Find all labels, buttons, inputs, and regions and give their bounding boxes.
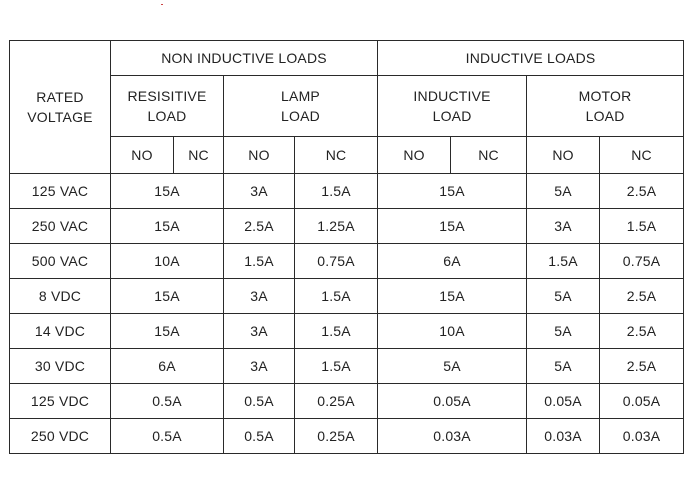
- motor-nc-cell: 0.05A: [600, 384, 684, 419]
- lamp-nc-header: NC: [295, 137, 378, 174]
- load-label: LOAD: [147, 108, 187, 124]
- voltage-cell: 500 VAC: [10, 244, 111, 279]
- inductive-cell: 5A: [378, 349, 527, 384]
- table-row: [10, 279, 684, 314]
- inductive-nc-header: NC: [451, 137, 527, 174]
- inductive-label: INDUCTIVE: [413, 88, 491, 104]
- motor-no-cell: 5A: [527, 279, 600, 314]
- header-row-3: [10, 137, 684, 174]
- motor-no-cell: 3A: [527, 209, 600, 244]
- motor-nc-cell: 2.5A: [600, 349, 684, 384]
- lamp-no-cell: 2.5A: [224, 209, 295, 244]
- resistive-cell: 0.5A: [111, 384, 224, 419]
- load-label: LOAD: [585, 108, 625, 124]
- voltage-cell: 250 VAC: [10, 209, 111, 244]
- voltage-cell: 125 VDC: [10, 384, 111, 419]
- lamp-nc-cell: 1.5A: [295, 174, 378, 209]
- inductive-cell: 10A: [378, 314, 527, 349]
- resistive-cell: 10A: [111, 244, 224, 279]
- voltage-cell: 8 VDC: [10, 279, 111, 314]
- motor-no-cell: 5A: [527, 314, 600, 349]
- lamp-load-header: [224, 76, 378, 137]
- lamp-nc-cell: 0.25A: [295, 419, 378, 454]
- lamp-no-cell: 3A: [224, 174, 295, 209]
- voltage-label: VOLTAGE: [27, 109, 93, 125]
- inductive-no-header: NO: [378, 137, 451, 174]
- motor-no-cell: 0.05A: [527, 384, 600, 419]
- resistive-cell: 6A: [111, 349, 224, 384]
- inductive-cell: 15A: [378, 209, 527, 244]
- table-row: [10, 349, 684, 384]
- resistive-cell: 15A: [111, 209, 224, 244]
- non-inductive-loads-header: NON INDUCTIVE LOADS: [111, 41, 378, 76]
- inductive-cell: 6A: [378, 244, 527, 279]
- resistive-cell: 15A: [111, 314, 224, 349]
- table-row: [10, 244, 684, 279]
- resistive-cell: 15A: [111, 174, 224, 209]
- lamp-nc-cell: 1.5A: [295, 314, 378, 349]
- lamp-nc-cell: 1.5A: [295, 279, 378, 314]
- motor-nc-cell: 0.75A: [600, 244, 684, 279]
- rated-voltage-header: [10, 41, 111, 174]
- lamp-label: LAMP: [281, 88, 320, 104]
- voltage-cell: 14 VDC: [10, 314, 111, 349]
- rated-label: RATED: [36, 89, 84, 105]
- inductive-loads-header: INDUCTIVE LOADS: [378, 41, 684, 76]
- resistive-cell: 0.5A: [111, 419, 224, 454]
- lamp-no-cell: 3A: [224, 314, 295, 349]
- inductive-cell: 15A: [378, 279, 527, 314]
- resistive-cell: 15A: [111, 279, 224, 314]
- table-row: [10, 174, 684, 209]
- header-row-1: [10, 41, 684, 76]
- table-row: [10, 314, 684, 349]
- lamp-no-cell: 3A: [224, 279, 295, 314]
- load-label: LOAD: [281, 108, 320, 124]
- voltage-cell: 250 VDC: [10, 419, 111, 454]
- resistive-no-header: NO: [111, 137, 174, 174]
- motor-nc-cell: 2.5A: [600, 314, 684, 349]
- lamp-no-cell: 0.5A: [224, 419, 295, 454]
- motor-no-cell: 1.5A: [527, 244, 600, 279]
- motor-nc-cell: 2.5A: [600, 279, 684, 314]
- inductive-cell: 0.05A: [378, 384, 527, 419]
- motor-no-cell: 5A: [527, 174, 600, 209]
- motor-nc-header: NC: [600, 137, 684, 174]
- lamp-nc-cell: 1.25A: [295, 209, 378, 244]
- motor-nc-cell: 1.5A: [600, 209, 684, 244]
- motor-label: MOTOR: [578, 88, 632, 104]
- table-row: [10, 384, 684, 419]
- inductive-cell: 15A: [378, 174, 527, 209]
- voltage-cell: 30 VDC: [10, 349, 111, 384]
- motor-no-cell: 5A: [527, 349, 600, 384]
- header-row-2: [10, 76, 684, 137]
- resistive-load-header: [111, 76, 224, 137]
- table-row: [10, 209, 684, 244]
- inductive-load-header: [378, 76, 527, 137]
- motor-no-header: NO: [527, 137, 600, 174]
- lamp-nc-cell: 0.25A: [295, 384, 378, 419]
- lamp-no-cell: 0.5A: [224, 384, 295, 419]
- lamp-no-cell: 3A: [224, 349, 295, 384]
- motor-nc-cell: 2.5A: [600, 174, 684, 209]
- motor-load-header: [527, 76, 684, 137]
- contact-ratings-table: [9, 40, 684, 454]
- resistive-label: RESISITIVE: [127, 88, 207, 104]
- lamp-no-header: NO: [224, 137, 295, 174]
- voltage-cell: 125 VAC: [10, 174, 111, 209]
- lamp-nc-cell: 0.75A: [295, 244, 378, 279]
- motor-no-cell: 0.03A: [527, 419, 600, 454]
- motor-nc-cell: 0.03A: [600, 419, 684, 454]
- lamp-no-cell: 1.5A: [224, 244, 295, 279]
- inductive-cell: 0.03A: [378, 419, 527, 454]
- lamp-nc-cell: 1.5A: [295, 349, 378, 384]
- stray-mark: [161, 4, 163, 5]
- resistive-nc-header: NC: [174, 137, 224, 174]
- load-label: LOAD: [432, 108, 472, 124]
- table-row: [10, 419, 684, 454]
